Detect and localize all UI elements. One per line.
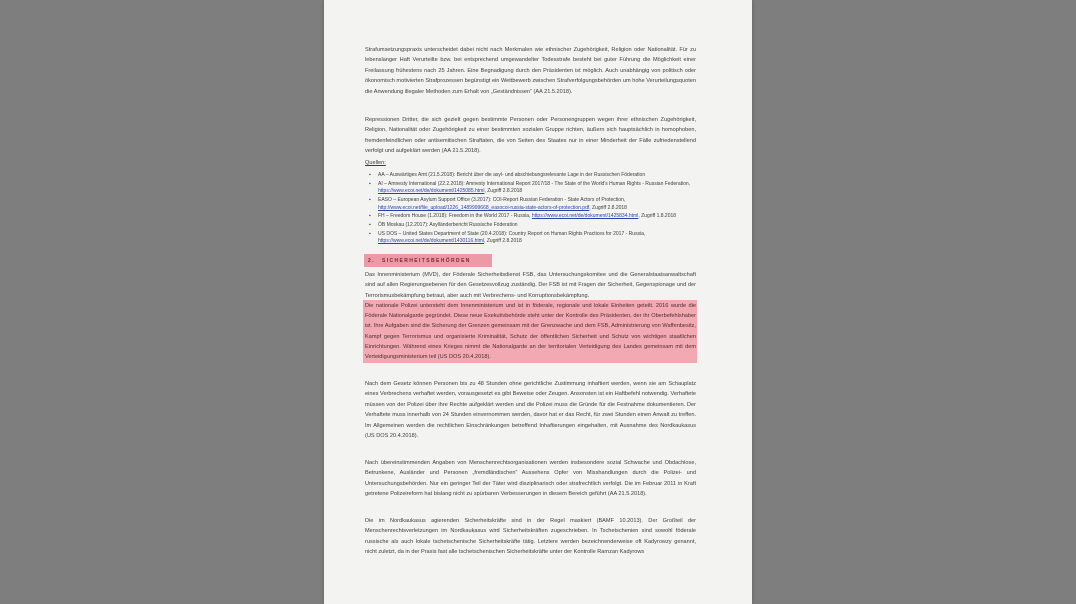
paragraph-detention: Nach dem Gesetz können Personen bis zu 48 Stunden ohne gerichtliche Zustimmung inhaftiert werden, wenn sie am Schauplatz eines Verbrechens verhaftet werden, vorausgesetzt es gibt Beweise oder Zeugen. Ansonsten ist ein Haftbefehl notwendig. Verhaftete müssen von der Polizei über ihre Rechte aufgeklärt werden und die Polizei muss die Gründe für die Festnahme dokumentieren. Der Verhaftete muss innerhalb von 24 Stunden einvernommen werden, davor hat er das Recht, für zwei Stunden einen Anwalt zu treffen. Im Allgemeinen werden die rechtlichen Einschränkungen betreffend Inhaftierungen eingehalten, mit Ausnahme des Nordkaukasus (US DOS 20.4.2018). xyxy=(365,381,696,440)
bullet-icon: ▪ xyxy=(369,197,371,204)
bullet-icon: ▪ xyxy=(369,213,371,220)
bullet-icon: ▪ xyxy=(369,180,371,187)
paragraph-third-party-repression: Repressionen Dritter, die sich gezielt gegen bestimmte Personen oder Personengruppen wegen ihrer ethnischen Zugehörigkeit, Religion, Nationalität oder Zugehörigkeit zu einer bestimmten sozialen Gruppe richten, äußern sich hauptsächlich in homophoben, fremdenfeindlichen oder antisemitischen Straftaten, die von Seiten des Staates nur in einer Minderheit der Fälle zufriedenstellend verfolgt und aufgeklärt werden (AA 21.5.2018). xyxy=(365,117,696,155)
bullet-icon: ▪ xyxy=(369,222,371,229)
source-item-easo xyxy=(365,197,696,212)
section-title: SICHERHEITSBEHÖRDEN xyxy=(381,257,471,264)
source-text: ÖB Moskau (12.2017): Asylländerbericht Russische Föderation xyxy=(378,222,518,229)
source-item-oeb xyxy=(365,222,696,230)
source-item-usdos xyxy=(365,231,696,246)
source-item-fh xyxy=(365,213,696,221)
highlighted-passage xyxy=(363,300,697,363)
source-access-date: , Zugriff 1.8.2018 xyxy=(638,213,677,220)
paragraph-north-caucasus: Die im Nordkaukasus agierenden Sicherheitskräfte sind in der Regel maskiert (BAMF 10.2013). Der Großteil der Menschenrechtsverletzungen im Nordkaukasus wird Sicherheitskräften zugeschrieben. In Tschetschenien sind sowohl föderale russische als auch lokale tschetschenische Sicherheitskräfte tätig. Letztere werden bezeichnenderweise oft Kadyrowzy genannt, nicht zuletzt, da in der Praxis fast alle tschetschenischen Sicherheitskräfte unter der Kontrolle Ramzan Kadyrows xyxy=(365,518,696,556)
source-text: AI – Amnesty International (22.2.2018): Amnesty International Report 2017/18 - The State of the World's Human Rights - Russian Federation, xyxy=(378,180,691,187)
source-access-date: , Zugriff 2.8.2018 xyxy=(484,188,523,195)
source-text: AA – Auswärtiges Amt (21.5.2018): Bericht über die asyl- und abschiebungsrelevante Lage in der Russischen Föderation xyxy=(378,172,646,178)
source-text: US DOS – United States Department of State (20.4.2018): Country Report on Human Rights Practices for 2017 - Russia, xyxy=(378,230,646,237)
source-item-aa xyxy=(365,172,696,180)
bullet-icon: ▪ xyxy=(369,230,371,237)
paragraph-police-mistreatment: Nach übereinstimmenden Angaben von Menschenrechtsorganisationen werden insbesondere sozial Schwache und Obdachlose, Betrunkene, Ausländer und Personen „fremdländischen“ Aussehens Opfer von Misshandlungen durch die Polizei- und Untersuchungsbehörden. Nur ein geringer Teil der Täter wird disziplinarisch oder strafrechtlich verfolgt. Die im Februar 2011 in Kraft getretene Polizeireform hat bislang nicht zu spürbaren Verbesserungen in diesem Bereich geführt (AA 21.5.2018). xyxy=(365,460,696,498)
source-access-date: , Zugriff 2.8.2018 xyxy=(484,238,522,245)
source-item-ai xyxy=(365,181,696,196)
source-link-usdos[interactable]: https://www.ecoi.net/de/dokument/1430116.html xyxy=(378,238,485,245)
document-page xyxy=(324,0,752,604)
source-text: FH – Freedom House (1.2018): Freedom in the World 2017 - Russia, xyxy=(378,213,532,220)
source-link-ai[interactable]: https://www.ecoi.net/de/dokument/1425085.html xyxy=(378,188,485,195)
source-text: EASO – European Asylum Support Office (3.2017): COI-Report Russian Federation - State Actors of Protection, xyxy=(378,197,626,204)
sources-list xyxy=(365,172,696,247)
paragraph-security-agencies: Das Innenministerium (MVD), der Föderale Sicherheitsdienst FSB, das Untersuchungskomitee und die Generalstaatsanwaltschaft sind auf allen Regierungsebenen für den Gesetzesvollzug zuständig. Der FSB ist mit Fragen der Sicherheit, Gegenspionage und der Terrorismusbekämpfung betraut, aber auch mit Verbrechens- und Korruptionsbekämpfung. xyxy=(365,272,696,299)
section-heading xyxy=(364,254,492,267)
section-number: 2. xyxy=(368,257,375,264)
bullet-icon: ▪ xyxy=(369,172,371,178)
source-access-date: , Zugriff 2.8.2018 xyxy=(589,204,627,211)
source-link-easo[interactable]: http://www.ecoi.net/file_upload/1226_1489999668_easocoi-russia-state-actors-of-protection.pdf xyxy=(378,204,590,211)
paragraph-national-police: Die nationale Polizei untersteht dem Innenministerium und ist in föderale, regionale und lokale Einheiten geteilt. 2016 wurde die Föderale Nationalgarde gegründet. Diese neue Exekutivbehörde steht unter der Kontrolle des Präsidenten, der ihr Oberbefehlshaber ist. Ihre Aufgaben sind die Sicherung der Grenzen gemeinsam mit der Grenzwache und dem FSB, Administrierung von Waffenbesitz, Kampf gegen Terrorismus und organisierte Kriminalität, Schutz der öffentlichen Sicherheit und Schutz von wichtigen staatlichen Einrichtungen. Während eines Krieges nimmt die Nationalgarde an der territorialen Verteidigung des Landes gemeinsam mit dem Verteidigungsministerium teil (US DOS 20.4.2018). xyxy=(365,303,696,361)
sources-label: Quellen: xyxy=(365,160,386,166)
source-link-fh[interactable]: https://www.ecoi.net/de/dokument/1425834.html xyxy=(531,213,639,220)
paragraph-sentencing-practice: Strafumsetzungspraxis unterscheidet dabei nicht nach Merkmalen wie ethnischer Zugehörigkeit, Religion oder Nationalität. Für zu lebenslanger Haft Verurteilte bzw. bei entsprechend umgewandelter Todesstrafe besteht bei guter Führung die Möglichkeit einer Freilassung frühestens nach 25 Jahren. Eine Begnadigung durch den Präsidenten ist möglich. Auch unabhängig von politisch oder ökonomisch motivierten Strafprozessen begünstigt ein Wettbewerb zwischen Strafverfolgungsbehörden um hohe Verurteilungsquoten die Anwendung illegaler Methoden zum Erhalt von „Geständnissen“ (AA 21.5.2018). xyxy=(365,47,696,95)
